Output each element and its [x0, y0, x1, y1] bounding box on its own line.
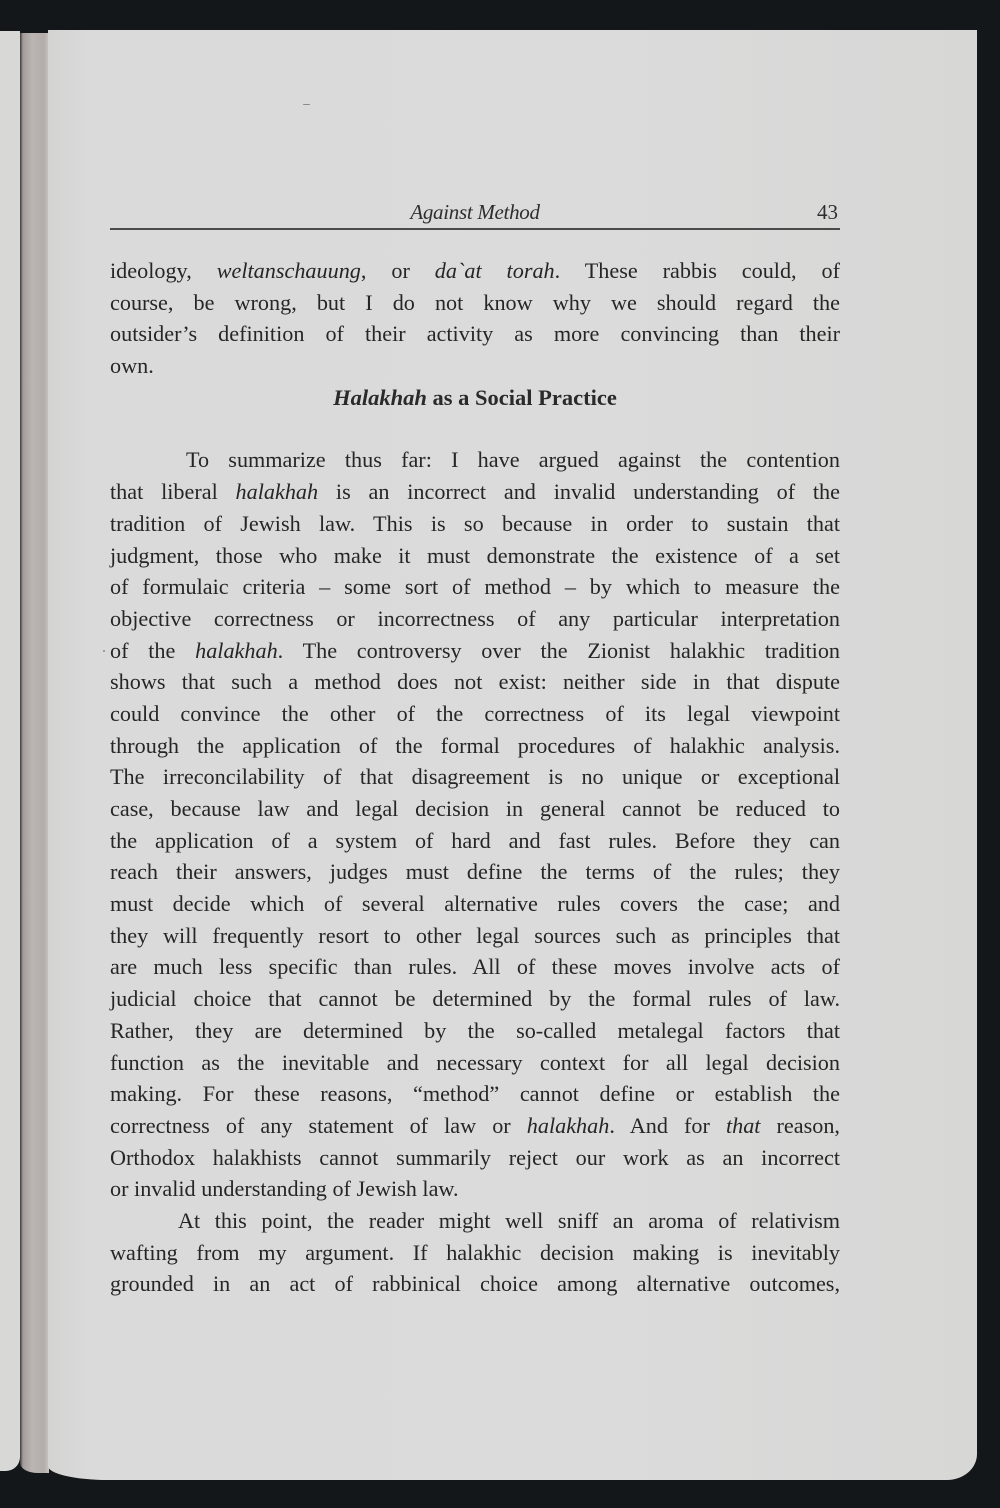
text-line: To summarize thus far: I have argued against the contention — [186, 447, 840, 473]
text-line: ideology, weltanschauung, or da`at torah. These rabbis could, of — [110, 258, 841, 283]
text-line: must decide which of several alternative rules covers the case; and — [110, 891, 840, 917]
text-line: shows that such a method does not exist: neither side in that dispute — [110, 669, 840, 695]
text-line: tradition of Jewish law. This is so because in order to sustain that — [110, 510, 840, 536]
text-line: could convince the other of the correctness of its legal viewpoint — [110, 700, 840, 726]
running-header — [110, 196, 840, 230]
text-line: grounded in an act of rabbinical choice among alternative outcomes, — [110, 1271, 840, 1297]
text-line: or invalid understanding of Jewish law. — [110, 1176, 459, 1202]
book-gutter — [20, 33, 49, 1473]
text-line: The irreconcilability of that disagreement is no unique or exceptional — [110, 764, 840, 790]
text-line: case, because law and legal decision in general cannot be reduced to — [110, 796, 840, 821]
page-number: 43 — [817, 200, 838, 224]
text-line: wafting from my argument. If halakhic decision making is inevitably — [110, 1239, 840, 1265]
body-text — [110, 255, 840, 1300]
text-line: are much less specific than rules. All of these moves involve acts of — [110, 954, 840, 980]
paragraph-continuation — [110, 255, 840, 382]
text-line: function as the inevitable and necessary context for all legal decision — [110, 1049, 840, 1075]
paper-speck — [303, 104, 310, 105]
text-line: they will frequently resort to other legal sources such as principles that — [110, 922, 840, 948]
text-line: correctness of any statement of law or halakhah. And for that reason, — [110, 1112, 840, 1138]
text-line: that liberal halakhah is an incorrect and invalid understanding of the — [110, 479, 840, 505]
paper-speck — [103, 650, 105, 652]
text-line: course, be wrong, but I do not know why we should regard the — [110, 289, 840, 315]
text-line: judgment, those who make it must demonstrate the existence of a set — [110, 542, 840, 568]
text-line: judicial choice that cannot be determined by the formal rules of law. — [110, 986, 840, 1012]
running-title: Against Method — [410, 200, 540, 224]
text-line: outsider’s definition of their activity as more convincing than their — [110, 321, 840, 347]
text-line: through the application of the formal procedures of halakhic analysis. — [110, 732, 840, 758]
previous-page-edge — [0, 31, 20, 1471]
text-line: At this point, the reader might well sniff an aroma of relativism — [178, 1207, 840, 1233]
text-line: of the halakhah. The controversy over the Zionist halakhic tradition — [110, 637, 841, 663]
text-line: own. — [110, 353, 154, 379]
section-heading: Halakhah as a Social Practice — [333, 384, 617, 410]
text-line: the application of a system of hard and fast rules. Before they can — [110, 827, 840, 853]
text-line: objective correctness or incorrectness of any particular interpretation — [110, 605, 840, 631]
text-line: making. For these reasons, “method” cannot define or establish the — [110, 1081, 840, 1107]
text-line: Rather, they are determined by the so-called metalegal factors that — [110, 1017, 840, 1043]
paragraph — [110, 1205, 840, 1300]
text-line: Orthodox halakhists cannot summarily reject our work as an incorrect — [110, 1144, 840, 1170]
text-line: reach their answers, judges must define the terms of the rules; they — [110, 859, 840, 885]
paragraph — [110, 444, 840, 1205]
text-line: of formulaic criteria – some sort of method – by which to measure the — [110, 574, 840, 600]
